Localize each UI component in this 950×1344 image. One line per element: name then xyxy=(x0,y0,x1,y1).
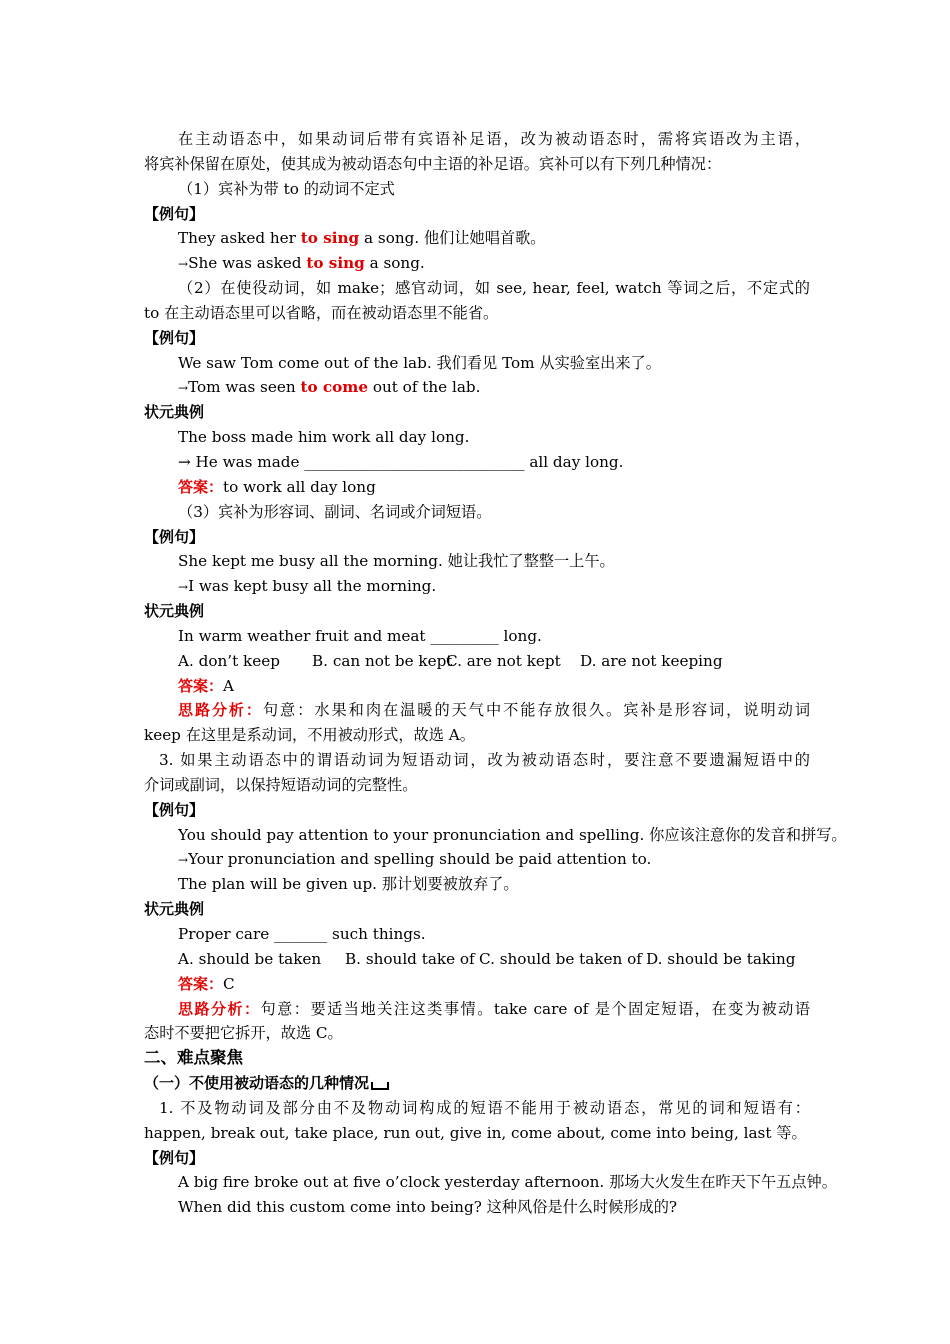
highlight-text: to sing xyxy=(306,254,365,273)
option-d: D. are not keeping xyxy=(580,651,723,670)
point1-line1: 1. 不及物动词及部分由不及物动词构成的短语不能用于被动语态，常见的词和短语有： xyxy=(159,1098,810,1117)
answer-line xyxy=(144,475,810,500)
example-sentence: We saw Tom come out of the lab. 我们看见 Tom 从实验室出来了。 xyxy=(178,353,661,372)
analysis-line2: 态时不要把它拆开，故选 C。 xyxy=(144,1024,343,1043)
example-sentence: She kept me busy all the morning. 她让我忙了整整一上午。 xyxy=(178,552,615,571)
answer-line xyxy=(144,674,810,699)
question-blank-sentence: → He was made _____________________________ all day long. xyxy=(178,452,624,471)
section2-line2: to 在主动语态里可以省略，而在被动语态里不能省。 xyxy=(144,303,499,322)
champion-example-label: 状元典例 xyxy=(144,900,205,919)
question-sentence: In warm weather fruit and meat _________ long. xyxy=(178,626,542,645)
example-label: 【例句】 xyxy=(144,204,205,223)
option-b: B. can not be kept xyxy=(312,651,453,670)
section1-title: （1）宾补为带 to 的动词不定式 xyxy=(178,179,395,198)
option-a: A. don’t keep xyxy=(178,651,280,670)
point3-line1: 3. 如果主动语态中的谓语动词为短语动词，改为被动语态时，要注意不要遗漏短语中的 xyxy=(159,751,810,770)
option-a: A. should be taken xyxy=(178,949,322,968)
example-label: 【例句】 xyxy=(144,527,205,546)
option-d: D. should be taking xyxy=(646,949,796,968)
option-b: B. should take of xyxy=(345,949,475,968)
arrow-icon: → xyxy=(178,853,189,868)
point3-line2: 介词或副词，以保持短语动词的完整性。 xyxy=(144,775,418,794)
analysis-line2: keep 在这里是系动词，不用被动形式，故选 A。 xyxy=(144,726,475,745)
analysis-label: 思路分析： xyxy=(178,701,263,720)
highlight-text: to sing xyxy=(300,229,360,248)
analysis-label: 思路分析： xyxy=(178,999,261,1018)
answer-line xyxy=(144,972,810,997)
arrow-icon: → xyxy=(178,452,191,471)
section2-line1: （2）在使役动词，如 make；感官动词，如 see, hear, feel, watch 等词之后，不定式的 xyxy=(178,279,810,298)
example-sentence-passive: →Tom was seen to come out of the lab. xyxy=(178,378,481,397)
answer-label: 答案： xyxy=(178,974,224,993)
example-sentence-passive: →Your pronunciation and spelling should be paid attention to. xyxy=(178,850,652,869)
highlight-text: to come xyxy=(300,378,368,397)
champion-example-label: 状元典例 xyxy=(144,403,205,422)
arrow-icon: → xyxy=(178,257,189,272)
example-sentence-passive: →I was kept busy all the morning. xyxy=(178,577,437,596)
arrow-icon: → xyxy=(178,580,189,595)
question-options xyxy=(144,947,810,972)
question-sentence: Proper care _______ such things. xyxy=(178,925,426,943)
subsection-heading: （一）不使用被动语态的几种情况 xyxy=(144,1071,810,1096)
question-options xyxy=(144,649,810,674)
example-sentence: When did this custom come into being? 这种风俗是什么时候形成的? xyxy=(178,1198,678,1217)
section3-title: （3）宾补为形容词、副词、名词或介词短语。 xyxy=(178,502,492,521)
example-sentence-passive: →She was asked to sing a song. xyxy=(178,254,425,273)
answer-text: C xyxy=(223,974,235,993)
option-c: C. are not kept xyxy=(446,651,561,670)
question-sentence: The boss made him work all day long. xyxy=(178,428,470,447)
point1-line2: happen, break out, take place, run out, give in, come about, come into being, last 等。 xyxy=(144,1123,807,1142)
answer-text: A xyxy=(223,676,234,695)
example-sentence: You should pay attention to your pronunciation and spelling. 你应该注意你的发音和拼写。 xyxy=(178,825,847,844)
answer-label: 答案： xyxy=(178,676,224,695)
option-c: C. should be taken of xyxy=(479,949,642,968)
champion-example-label: 状元典例 xyxy=(144,602,205,621)
anchor-mark-icon xyxy=(371,1082,389,1090)
answer-text: to work all day long xyxy=(223,477,376,496)
example-label: 【例句】 xyxy=(144,800,205,819)
arrow-icon: → xyxy=(178,381,189,396)
paragraph-intro-line1: 在主动语态中，如果动词后带有宾语补足语，改为被动语态时，需将宾语改为主语， xyxy=(178,130,810,148)
example-sentence: The plan will be given up. 那计划要被放弃了。 xyxy=(178,875,519,894)
example-sentence: A big fire broke out at five o’clock yesterday afternoon. 那场大火发生在昨天下午五点钟。 xyxy=(178,1173,837,1192)
example-label: 【例句】 xyxy=(144,1148,205,1167)
answer-label: 答案： xyxy=(178,477,224,496)
analysis-line1: 思路分析：句意：要适当地关注这类事情。take care of 是个固定短语，在变为被动语 xyxy=(178,999,810,1018)
analysis-line1: 思路分析：句意：水果和肉在温暖的天气中不能存放很久。宾补是形容词，说明动词 xyxy=(178,701,811,720)
section-heading: 二、难点聚焦 xyxy=(144,1048,243,1068)
example-sentence: They asked her to sing a song. 他们让她唱首歌。 xyxy=(178,229,546,248)
document-page xyxy=(144,127,847,1220)
paragraph-intro-line2: 将宾补保留在原处，使其成为被动语态句中主语的补足语。宾补可以有下列几种情况： xyxy=(144,154,722,173)
example-label: 【例句】 xyxy=(144,328,205,347)
